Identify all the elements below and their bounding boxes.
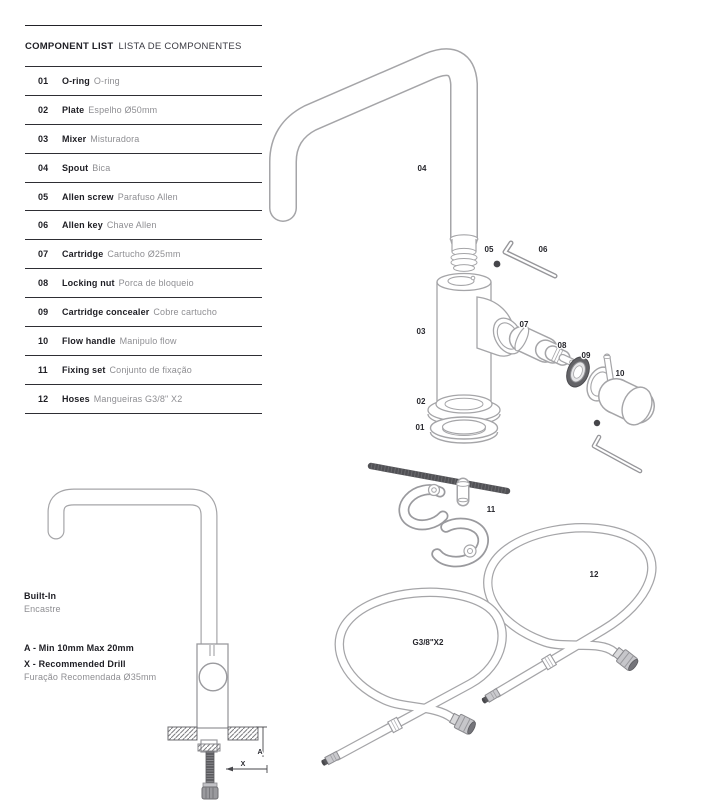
component-row-12: [25, 385, 262, 414]
component-number: 03: [38, 133, 49, 144]
built-in-subtitle: Encastre: [24, 604, 61, 614]
part-label-01: 01: [415, 423, 425, 432]
component-row-06: [25, 211, 262, 240]
component-list: [25, 25, 262, 414]
allen-screw-drawing: [494, 261, 501, 268]
component-name-pt: Cartucho Ø25mm: [107, 249, 181, 260]
component-number: 01: [38, 75, 49, 86]
component-number: 02: [38, 104, 49, 115]
o-ring-drawing: [431, 417, 498, 443]
component-name-pt: Parafuso Allen: [117, 191, 178, 202]
spare-allen-screw-drawing: [594, 420, 600, 426]
component-name-pt: Espelho Ø50mm: [88, 104, 158, 115]
allen-key-drawing: [505, 243, 555, 276]
component-name-en: Cartridge concealer: [62, 307, 150, 318]
component-name-en: Flow handle: [62, 335, 116, 346]
component-number: 11: [38, 364, 48, 375]
spare-allen-key-drawing: [594, 437, 640, 471]
part-label-02: 02: [416, 397, 426, 406]
component-list-header: [25, 26, 262, 67]
component-number: 04: [38, 162, 49, 173]
part-label-07: 07: [519, 320, 529, 329]
component-name-en: Fixing set: [62, 364, 106, 375]
hose-spec-label: G3/8"X2: [412, 638, 444, 647]
component-name-pt: Misturadora: [90, 133, 140, 144]
part-label-06: 06: [538, 245, 548, 254]
spout-drawing: [283, 62, 464, 238]
dim-x-note-en: X - Recommended Drill: [24, 659, 126, 669]
component-name-en: Spout: [62, 162, 89, 173]
component-row-11: [25, 356, 262, 385]
component-name-pt: Bica: [92, 162, 111, 173]
component-row-02: [25, 96, 262, 125]
component-name-pt: Conjunto de fixação: [109, 364, 192, 375]
part-label-05: 05: [484, 245, 494, 254]
component-row-10: [25, 327, 262, 356]
component-name-pt: O-ring: [93, 75, 120, 86]
component-number: 06: [38, 220, 49, 231]
component-number: 05: [38, 191, 49, 202]
spout-connector-drawing: [450, 235, 478, 272]
component-name-en: Cartridge: [62, 249, 104, 260]
part-label-09: 09: [581, 351, 591, 360]
built-in-notes: [24, 590, 156, 684]
part-label-04: 04: [417, 164, 427, 173]
component-number: 10: [38, 335, 49, 346]
component-name-en: Allen screw: [62, 191, 114, 202]
dim-x-note-pt: Furação Recomendada Ø35mm: [24, 672, 157, 682]
part-labels: [241, 164, 625, 768]
component-number: 08: [38, 278, 49, 289]
component-row-07: [25, 240, 262, 269]
component-name-pt: Mangueiras G3/8" X2: [93, 393, 183, 404]
component-list-title-en: COMPONENT LIST: [25, 40, 114, 52]
component-number: 09: [38, 307, 49, 318]
component-name-en: Plate: [62, 104, 85, 115]
built-in-title: Built-In: [24, 591, 57, 601]
component-name-pt: Porca de bloqueio: [118, 278, 194, 289]
part-label-08: 08: [557, 341, 567, 350]
component-name-en: Locking nut: [62, 278, 115, 289]
component-name-en: Hoses: [62, 393, 90, 404]
component-row-01: [25, 67, 262, 96]
part-label-10: 10: [615, 369, 625, 378]
component-row-08: [25, 269, 262, 298]
component-number: 07: [38, 249, 49, 260]
component-list-title-pt: LISTA DE COMPONENTES: [118, 40, 242, 52]
dim-label-a: A: [257, 749, 263, 756]
part-label-03: 03: [416, 327, 426, 336]
flow-handle-drawing: [598, 355, 657, 429]
component-row-09: [25, 298, 262, 327]
component-number: 12: [38, 393, 49, 404]
component-name-pt: Chave Allen: [106, 220, 157, 231]
component-name-en: Mixer: [62, 133, 87, 144]
dim-a-note: A - Min 10mm Max 20mm: [24, 643, 134, 653]
part-label-11: 11: [486, 505, 496, 514]
part-label-12: 12: [589, 570, 599, 579]
component-row-04: [25, 154, 262, 183]
component-name-pt: Cobre cartucho: [153, 307, 218, 318]
hose-left-drawing: [320, 592, 502, 767]
component-name-en: O-ring: [62, 75, 90, 86]
component-name-pt: Manipulo flow: [119, 335, 177, 346]
hose-right-drawing: [481, 528, 652, 705]
component-name-en: Allen key: [62, 220, 103, 231]
dim-label-x: X: [240, 761, 246, 768]
component-row-05: [25, 183, 262, 212]
component-row-03: [25, 125, 262, 154]
